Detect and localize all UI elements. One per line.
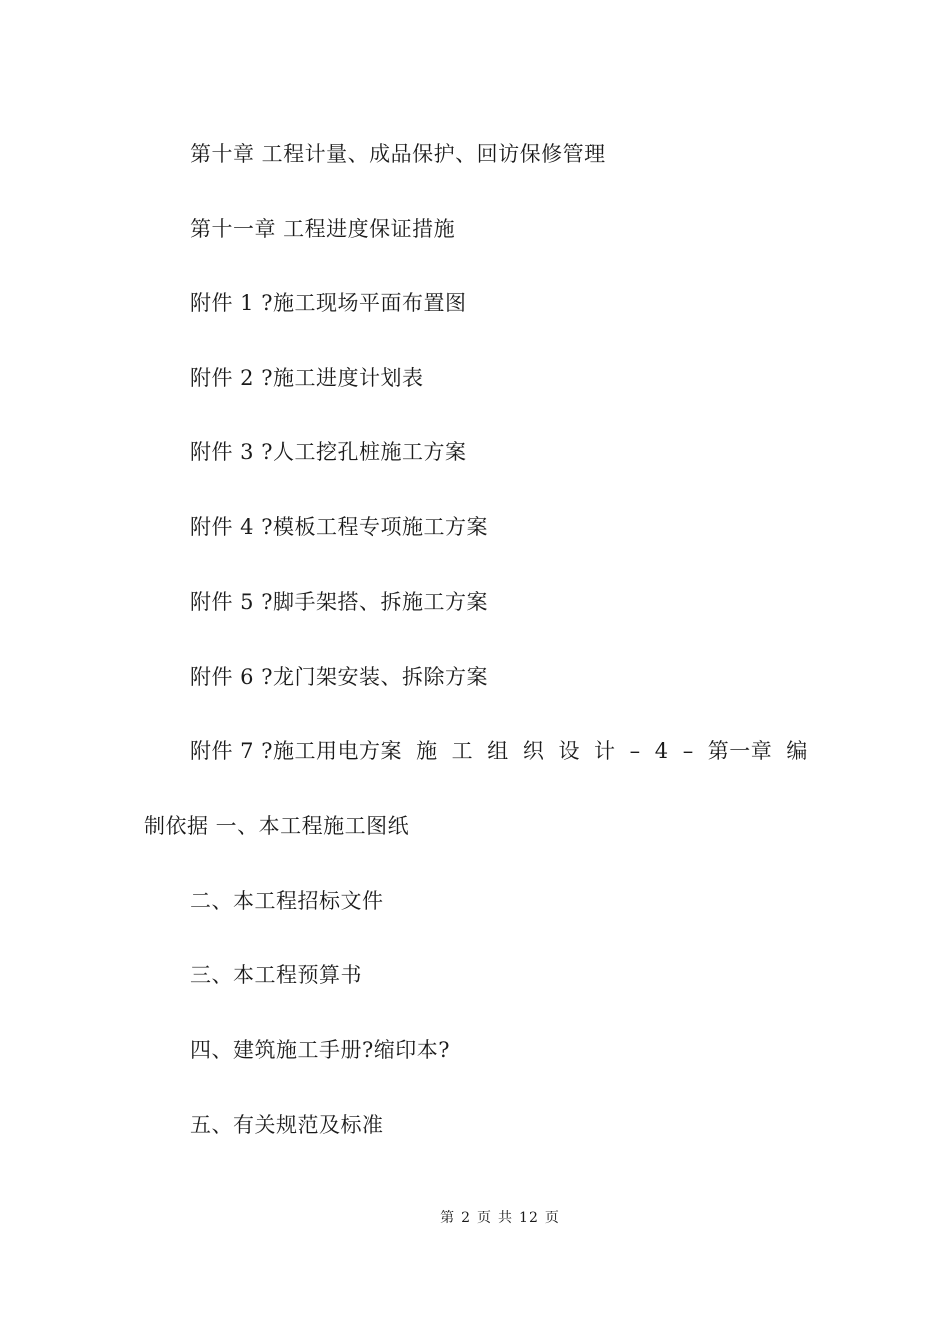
continuation-line: 制依据 一、本工程施工图纸	[144, 814, 410, 838]
toc-appendix-4: 附件 4 ?模板工程专项施工方案	[190, 515, 488, 539]
toc-appendix-5: 附件 5 ?脚手架搭、拆施工方案	[190, 590, 488, 614]
basis-item-2: 二、本工程招标文件	[190, 889, 384, 913]
footer-gong: 共	[498, 1210, 514, 1226]
spread-token: 计	[594, 739, 616, 763]
footer-current-page: 2	[461, 1210, 472, 1226]
footer-ye: 页	[477, 1210, 493, 1226]
footer-ye: 页	[544, 1210, 560, 1226]
footer-di: 第	[440, 1210, 456, 1226]
basis-item-5: 五、有关规范及标准	[190, 1113, 384, 1137]
spread-token: –	[682, 739, 694, 763]
spread-token: 织	[522, 739, 545, 763]
toc-appendix-6: 附件 6 ?龙门架安装、拆除方案	[190, 665, 488, 689]
toc-chapter-11: 第十一章 工程进度保证措施	[190, 217, 456, 241]
spread-token: 施	[416, 739, 438, 763]
toc-appendix-3: 附件 3 ?人工挖孔桩施工方案	[190, 440, 467, 464]
toc-appendix-1: 附件 1 ?施工现场平面布置图	[190, 291, 467, 315]
spread-token: 组	[487, 739, 509, 763]
toc-chapter-10: 第十章 工程计量、成品保护、回访保修管理	[190, 142, 606, 166]
spread-token: 设	[558, 739, 580, 763]
page-footer	[0, 1208, 950, 1228]
spread-token: –	[629, 739, 641, 763]
appendix-7-label: 附件 7 ?施工用电方案	[190, 739, 402, 763]
basis-item-4: 四、建筑施工手册?缩印本?	[190, 1038, 451, 1062]
spread-token: 编	[786, 739, 808, 763]
toc-appendix-2: 附件 2 ?施工进度计划表	[190, 366, 424, 390]
basis-item-3: 三、本工程预算书	[190, 963, 362, 987]
spread-token: 4	[654, 739, 669, 763]
footer-total-pages: 12	[519, 1210, 539, 1226]
toc-appendix-7-line	[190, 737, 808, 765]
spread-token: 第一章	[707, 739, 773, 763]
spread-token: 工	[451, 739, 474, 763]
